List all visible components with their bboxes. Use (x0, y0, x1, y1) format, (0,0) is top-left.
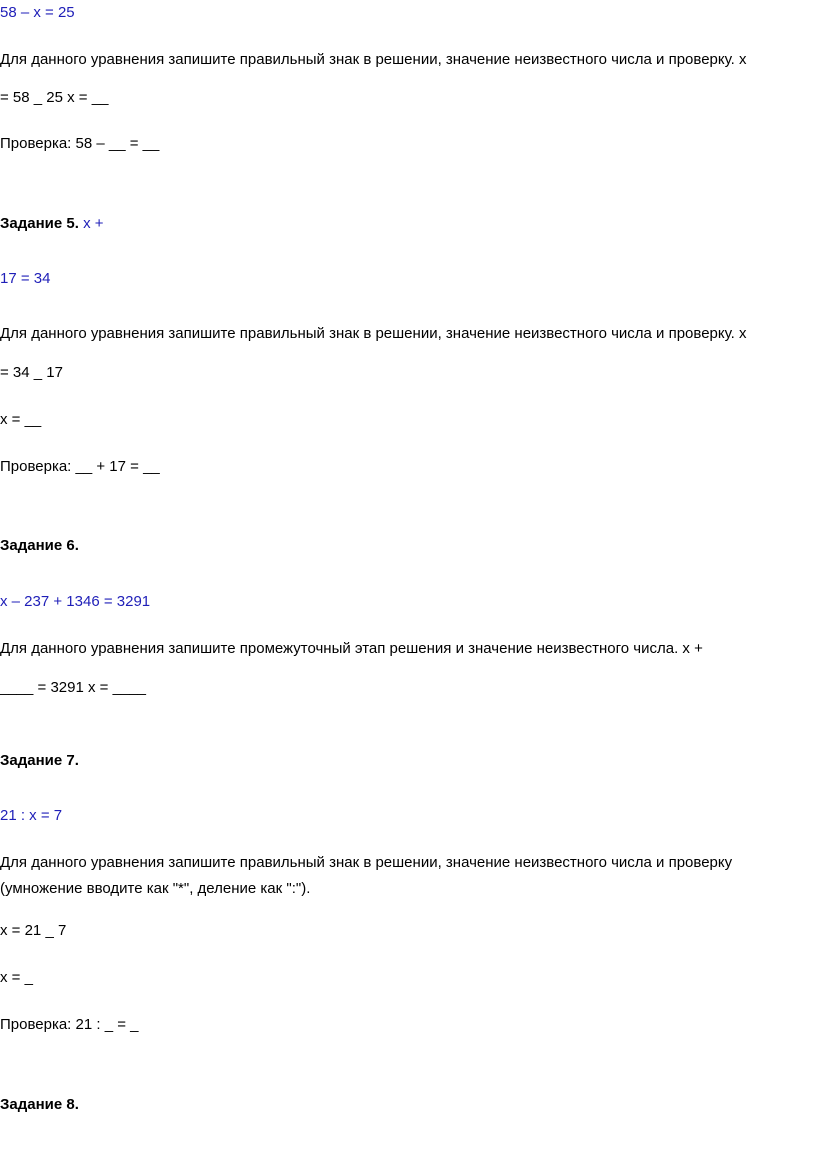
task5-heading-line (0, 215, 104, 233)
task7-equation: 21 : x = 7 (0, 807, 63, 824)
task7-instruction-line2: (умножение вводите как "*", деление как ":"). (0, 880, 311, 897)
task6-instruction: Для данного уравнения запишите промежуточный этап решения и значение неизвестного числа. x + (0, 640, 703, 657)
task7-answer: x = _ (0, 969, 33, 986)
task4-equation: 58 – x = 25 (0, 4, 75, 21)
task5-check: Проверка: __ + 17 = __ (0, 458, 160, 475)
task6-heading: Задание 6. (0, 537, 79, 554)
task6-equation: x – 237 + 1346 = 3291 (0, 593, 151, 610)
task7-solution: x = 21 _ 7 (0, 922, 67, 939)
task5-heading: Задание 5. (0, 215, 79, 232)
task7-instruction-line1: Для данного уравнения запишите правильный знак в решении, значение неизвестного числа и проверку (0, 854, 733, 871)
task7-check: Проверка: 21 : _ = _ (0, 1016, 139, 1033)
task5-equation-part2: 17 = 34 (0, 270, 51, 287)
task6-solution: ____ = 3291 x = ____ (0, 679, 146, 696)
task5-answer: x = __ (0, 411, 42, 428)
task5-solution: = 34 _ 17 (0, 364, 63, 381)
task4-solution: = 58 _ 25 x = __ (0, 89, 109, 106)
task8-heading: Задание 8. (0, 1096, 79, 1113)
task4-instruction: Для данного уравнения запишите правильный знак в решении, значение неизвестного числа и проверку. x (0, 51, 747, 68)
task4-check: Проверка: 58 – __ = __ (0, 135, 160, 152)
task5-equation-part1: x + (83, 215, 104, 232)
task5-instruction: Для данного уравнения запишите правильный знак в решении, значение неизвестного числа и проверку. x (0, 325, 747, 342)
task7-heading: Задание 7. (0, 752, 79, 769)
